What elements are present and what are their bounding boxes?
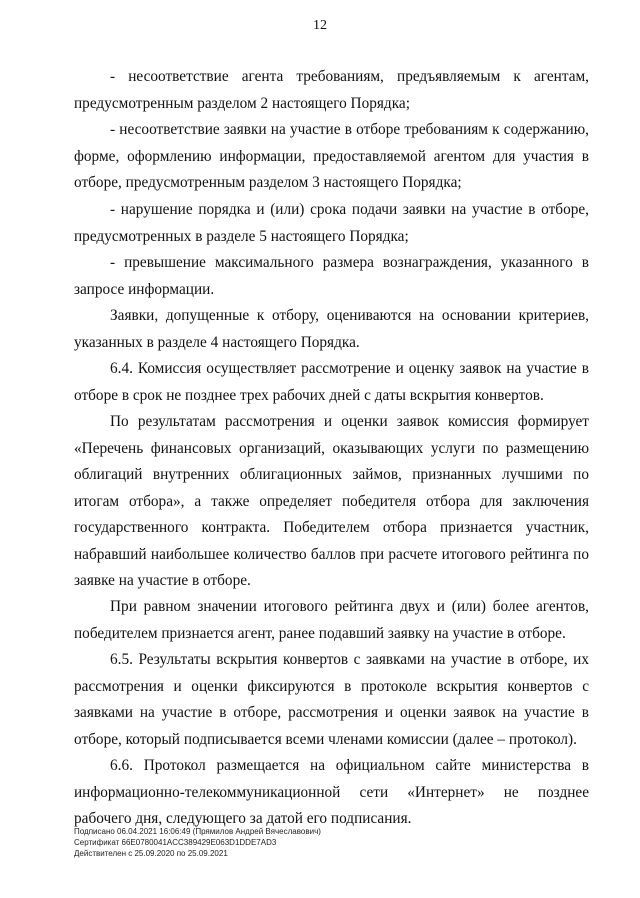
signature-signed-line: Подписано 06.04.2021 16:06:49 (Прямилов Андрей Вячеславович) xyxy=(74,827,321,836)
paragraph: 6.4. Комиссия осуществляет рассмотрение и оценку заявок на участие в отборе в срок не позднее трех рабочих дней с даты вскрытия конвертов. xyxy=(74,360,589,404)
paragraph: Заявки, допущенные к отбору, оцениваются на основании критериев, указанных в разделе 4 настоящего Порядка. xyxy=(74,307,589,351)
digital-signature-stamp xyxy=(74,826,321,859)
paragraph: 6.5. Результаты вскрытия конвертов с заявками на участие в отборе, их рассмотрения и оценки фиксируются в протоколе вскрытия конвертов с заявками на участие в отборе, рассмотрения и оценки заявок на участие в отборе, который подписывается всеми членами комиссии (далее – протокол). xyxy=(74,651,589,748)
document-body xyxy=(74,64,589,833)
paragraph: - несоответствие агента требованиям, предъявляемым к агентам, предусмотренным разделом 2 настоящего Порядка; xyxy=(74,68,589,112)
signature-certificate-line: Сертификат 66E0780041ACC389429E063D1DDE7AD3 xyxy=(74,838,277,847)
signature-validity-line: Действителен с 25.09.2020 по 25.09.2021 xyxy=(74,849,228,858)
paragraph: - превышение максимального размера вознаграждения, указанного в запросе информации. xyxy=(74,254,589,298)
paragraph: - несоответствие заявки на участие в отборе требованиям к содержанию, форме, оформлению информации, предоставляемой агентом для участия в отборе, предусмотренным разделом 3 настоящего Порядка; xyxy=(74,121,589,191)
page-number: 12 xyxy=(313,18,327,33)
paragraph: - нарушение порядка и (или) срока подачи заявки на участие в отборе, предусмотренных в разделе 5 настоящего Порядка; xyxy=(74,201,589,245)
paragraph: При равном значении итогового рейтинга двух и (или) более агентов, победителем признается агент, ранее подавший заявку на участие в отборе. xyxy=(74,598,589,642)
paragraph: По результатам рассмотрения и оценки заявок комиссия формирует «Перечень финансовых организаций, оказывающих услуги по размещению облигаций внутренних облигационных займов, признанных лучшими по итогам отбора», а также определяет победителя отбора для заключения государственного контракта. Победителем отбора признается участник, набравший наибольшее количество баллов при расчете итогового рейтинга по заявке на участие в отборе. xyxy=(74,413,589,589)
paragraph: 6.6. Протокол размещается на официальном сайте министерства в информационно-телекоммуникационной сети «Интернет» не позднее рабочего дня, следующего за датой его подписания. xyxy=(74,757,589,827)
